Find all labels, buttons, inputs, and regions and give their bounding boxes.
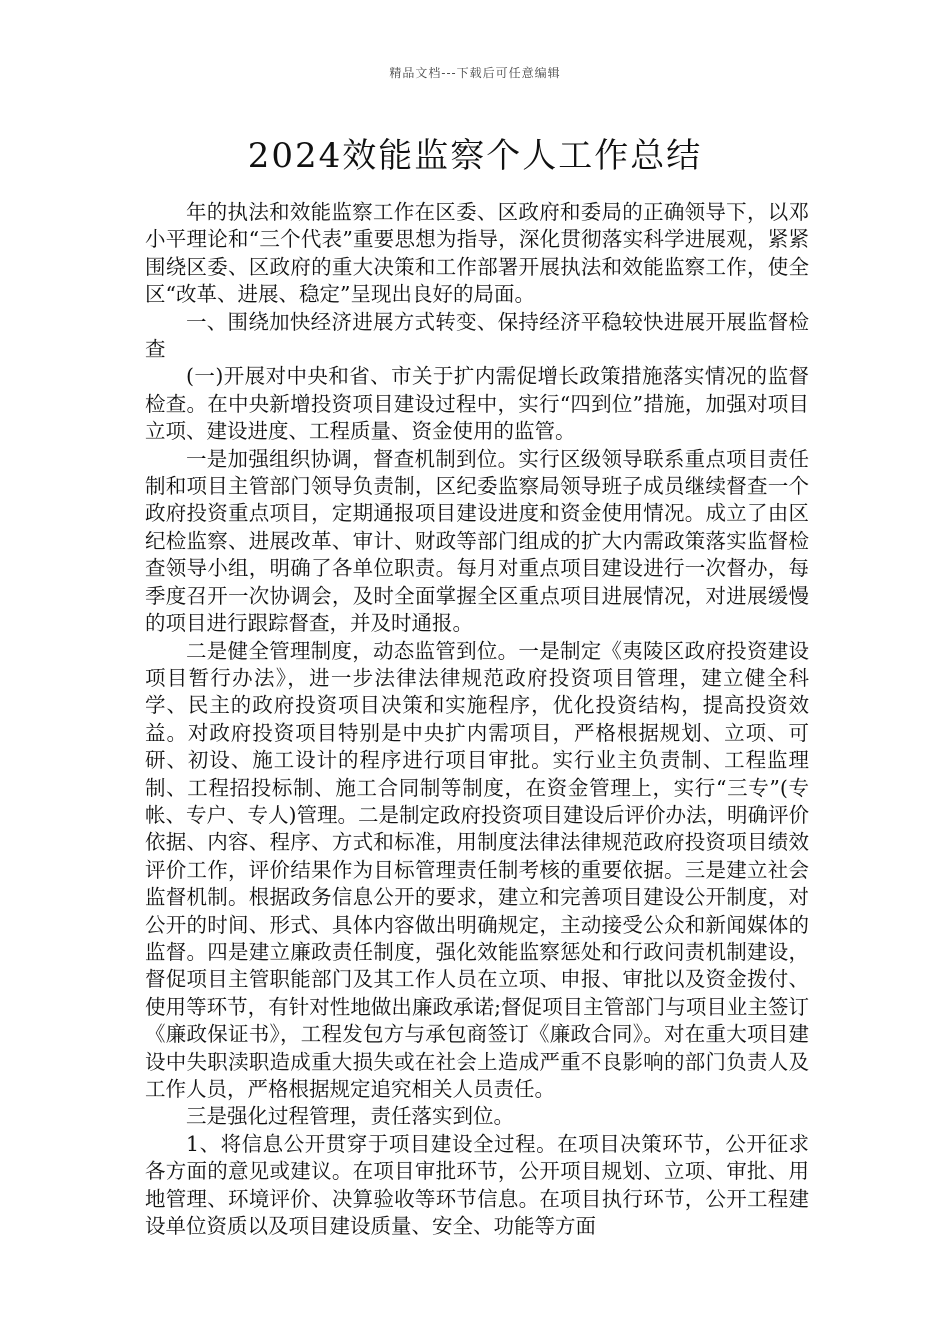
header-note: 精品文档---下载后可任意编辑 xyxy=(389,66,561,80)
paragraph-coordination: 一是加强组织协调，督查机制到位。实行区级领导联系重点项目责任制和项目主管部门领导负责制，区纪委监察局领导班子成员继续督查一个政府投资重点项目，定期通报项目建设进度和资金使用情况。成立了由区纪检监察、进展改革、审计、财政等部门组成的扩大内需政策落实监督检查领导小组，明确了各单位职责。每月对重点项目建设进行一次督办，每季度召开一次协调会，及时全面掌握全区重点项目进展情况，对进展缓慢的项目进行跟踪督查，并及时通报。 xyxy=(145,446,809,636)
subsection-heading-1: (一)开展对中央和省、市关于扩内需促增长政策措施落实情况的监督检查。在中央新增投资项目建设过程中，实行“四到位”措施，加强对项目立项、建设进度、工程质量、资金使用的监管。 xyxy=(145,364,809,444)
paragraph-disclosure: 1、将信息公开贯穿于项目建设全过程。在项目决策环节，公开征求各方面的意见或建议。在项目审批环节，公开项目规划、立项、审批、用地管理、环境评价、决算验收等环节信息。在项目执行环节，公开工程建设单位资质以及项目建设质量、安全、功能等方面 xyxy=(145,1131,809,1239)
document-title: 2024效能监察个人工作总结 xyxy=(247,136,703,176)
paragraph-intro: 年的执法和效能监察工作在区委、区政府和委局的正确领导下，以邓小平理论和“三个代表”重要思想为指导，深化贯彻落实科学进展观，紧紧围绕区委、区政府的重大决策和工作部署开展执法和效能监察工作，使全区“改革、进展、稳定”呈现出良好的局面。 xyxy=(145,200,809,307)
section-heading-1: 一、围绕加快经济进展方式转变、保持经济平稳较快进展开展监督检查 xyxy=(145,309,809,362)
document-body xyxy=(145,199,809,1240)
paragraph-management: 二是健全管理制度，动态监管到位。一是制定《夷陵区政府投资建设项目暂行办法》，进一步法律法律规范政府投资项目管理，建立健全科学、民主的政府投资项目决策和实施程序，优化投资结构，提高投资效益。对政府投资项目特别是中央扩内需项目，严格根据规划、立项、可研、初设、施工设计的程序进行项目审批。实行业主负责制、工程监理制、工程招投标制、施工合同制等制度，在资金管理上，实行“三专”(专帐、专户、专人)管理。二是制定政府投资项目建设后评价办法，明确评价依据、内容、程序、方式和标准，用制度法律法律规范政府投资项目绩效评价工作，评价结果作为目标管理责任制考核的重要依据。三是建立社会监督机制。根据政务信息公开的要求，建立和完善项目建设公开制度，对公开的时间、形式、具体内容做出明确规定，主动接受公众和新闻媒体的监督。四是建立廉政责任制度，强化效能监察惩处和行政问责机制建设，督促项目主管职能部门及其工作人员在立项、申报、审批以及资金拨付、使用等环节，有针对性地做出廉政承诺;督促项目主管部门与项目业主签订《廉政保证书》，工程发包方与承包商签订《廉政合同》。对在重大项目建设中失职渎职造成重大损失或在社会上造成严重不良影响的部门负责人及工作人员，严格根据规定追究相关人员责任。 xyxy=(145,638,809,1101)
paragraph-process-heading: 三是强化过程管理，责任落实到位。 xyxy=(186,1104,514,1129)
